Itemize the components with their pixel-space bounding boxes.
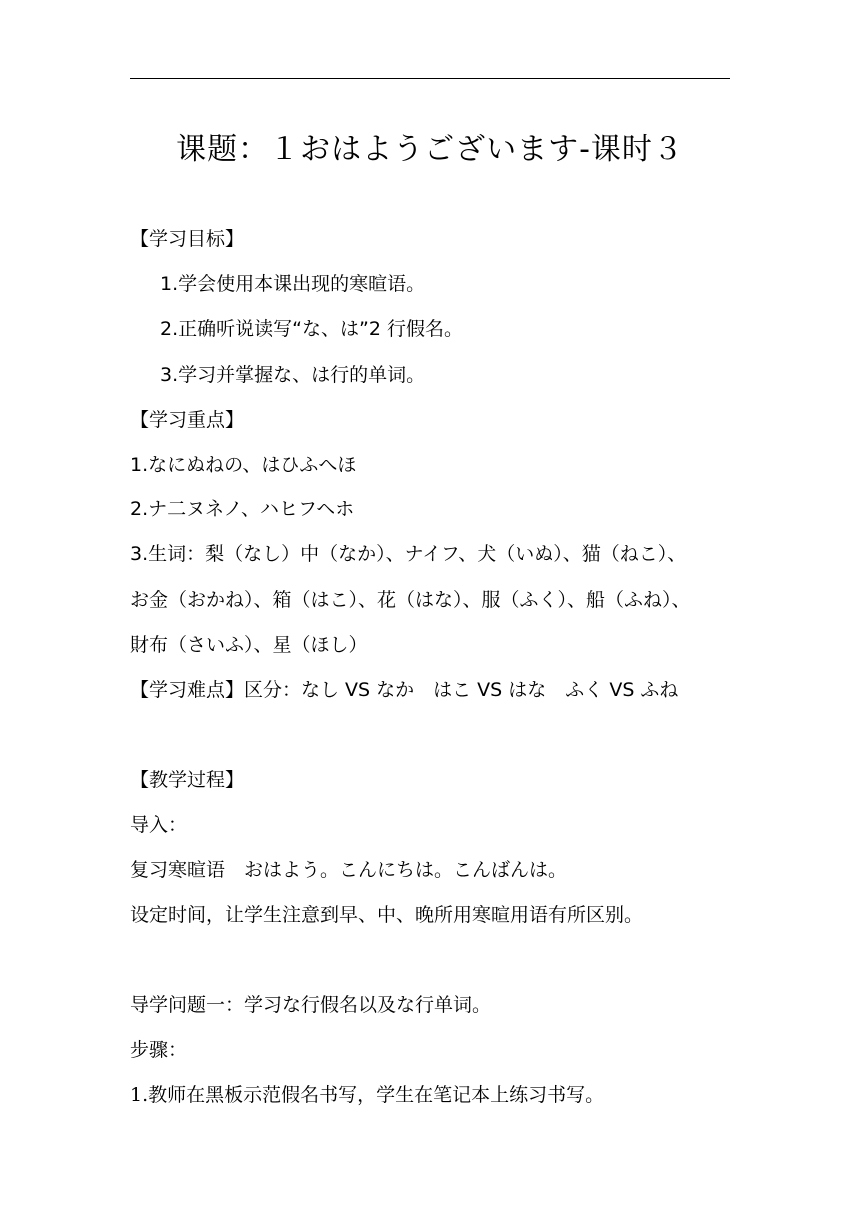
header-rule bbox=[130, 78, 730, 79]
key-point-item-2: 2.ナ二ヌネノ、ハヒフヘホ bbox=[130, 498, 355, 520]
objectives-heading: 【学习目标】 bbox=[130, 228, 245, 250]
key-point-item-1: 1.なにぬねの、はひふへほ bbox=[130, 454, 357, 476]
key-point-item-3-cont-2: 財布（さいふ）、星（ほし） bbox=[130, 634, 368, 656]
key-points-heading: 【学习重点】 bbox=[130, 409, 245, 431]
intro-line-2: 设定时间，让学生注意到早、中、晚所用寒暄用语有所区别。 bbox=[130, 904, 644, 926]
objective-item-3: 3.学习并掌握な、は行的单词。 bbox=[160, 364, 426, 386]
question-1: 导学问题一：学习な行假名以及な行单词。 bbox=[130, 994, 492, 1016]
process-heading: 【教学过程】 bbox=[130, 769, 245, 791]
intro-line-1: 复习寒暄语 おはよう。こんにちは。こんばんは。 bbox=[130, 859, 568, 881]
objective-item-2: 2.正确听说读写“な、は”2 行假名。 bbox=[160, 318, 463, 340]
page-title: 课题：１おはようございます-课时３ bbox=[176, 132, 684, 167]
key-point-item-3: 3.生词：梨（なし）中（なか）、ナイフ、犬（いぬ）、猫（ねこ）、 bbox=[130, 543, 687, 565]
steps-label: 步骤： bbox=[130, 1039, 188, 1061]
key-point-item-3-cont-1: お金（おかね）、箱（はこ）、花（はな）、服（ふく）、船（ふね）、 bbox=[130, 589, 691, 611]
step-1: 1.教师在黑板示范假名书写，学生在笔记本上练习书写。 bbox=[130, 1084, 605, 1106]
difficulty-line: 【学习难点】区分：なし VS なか はこ VS はな ふく VS ふね bbox=[130, 679, 679, 701]
objective-item-1: 1.学会使用本课出现的寒暄语。 bbox=[160, 273, 426, 295]
intro-label: 导入： bbox=[130, 814, 188, 836]
